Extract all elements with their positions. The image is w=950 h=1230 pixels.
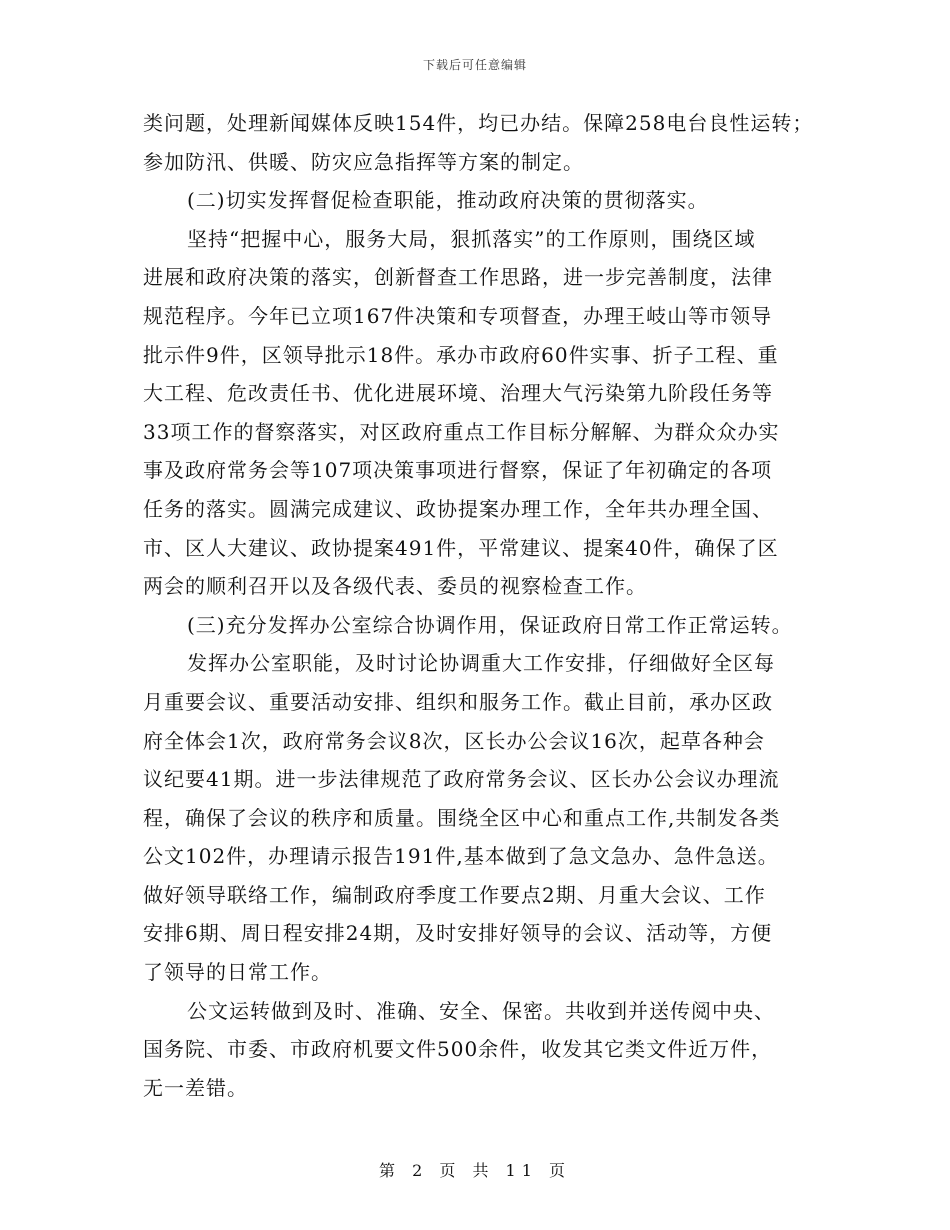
text-line: (三)充分发挥办公室综合协调作用，保证政府日常工作正常运转。 xyxy=(187,612,793,637)
text-line: 了领导的日常工作。 xyxy=(143,960,332,985)
text-line: 市、区人大建议、政协提案491件，平常建议、提案40件，确保了区 xyxy=(143,535,779,560)
text-line: 程，确保了会议的秩序和质量。围绕全区中心和重点工作,共制发各类 xyxy=(143,805,781,830)
text-line: 公文102件，办理请示报告191件,基本做到了急文急办、急件急送。 xyxy=(143,844,779,869)
text-line: 进展和政府决策的落实，创新督查工作思路，进一步完善制度，法律 xyxy=(143,265,773,290)
text-line: 国务院、市委、市政府机要文件500余件，收发其它类文件近万件， xyxy=(143,1037,773,1062)
page-header: 下载后可任意编辑 xyxy=(422,58,527,72)
text-line: 事及政府常务会等107项决策事项进行督察，保证了年初确定的各项 xyxy=(143,458,773,483)
text-line: 大工程、危改责任书、优化进展环境、治理大气污染第九阶段任务等 xyxy=(143,381,773,406)
text-line: 两会的顺利召开以及各级代表、委员的视察检查工作。 xyxy=(143,574,647,599)
text-line: 发挥办公室职能，及时讨论协调重大工作安排，仔细做好全区每 xyxy=(187,651,775,676)
text-line: 类问题，处理新闻媒体反映154件，均已办结。保障258电台良性运转； xyxy=(143,111,814,135)
text-line: 安排6期、周日程安排24期，及时安排好领导的会议、活动等，方便 xyxy=(143,921,773,946)
text-line: 33项工作的督察落实，对区政府重点工作目标分解解、为群众众办实 xyxy=(143,419,780,444)
text-line: 批示件9件，区领导批示18件。承办市政府60件实事、折子工程、重 xyxy=(143,342,779,367)
document-body xyxy=(143,104,843,1107)
text-line: 坚持“把握中心，服务大局，狠抓落实”的工作原则，围绕区域 xyxy=(187,226,756,251)
text-line: 公文运转做到及时、准确、安全、保密。共收到并送传阅中央、 xyxy=(187,998,775,1023)
page-footer: 第 2 页 共 11 页 xyxy=(379,1161,571,1180)
text-line: 府全体会1次，政府常务会议8次，区长办公会议16次，起草各种会 xyxy=(143,728,765,753)
text-line: 参加防汛、供暖、防灾应急指挥等方案的制定。 xyxy=(143,149,584,174)
text-line: 规范程序。今年已立项167件决策和专项督查，办理王岐山等市领导 xyxy=(143,303,773,328)
text-line: 无一差错。 xyxy=(143,1075,248,1100)
text-line: 议纪要41期。进一步法律规范了政府常务会议、区长办公会议办理流 xyxy=(143,767,780,792)
text-line: 做好领导联络工作，编制政府季度工作要点2期、月重大会议、工作 xyxy=(143,882,766,907)
text-line: 任务的落实。圆满完成建议、政协提案办理工作，全年共办理全国、 xyxy=(143,496,773,521)
text-line: (二)切实发挥督促检查职能，推动政府决策的贯彻落实。 xyxy=(187,188,709,213)
text-line: 月重要会议、重要活动安排、组织和服务工作。截止目前，承办区政 xyxy=(143,689,773,714)
